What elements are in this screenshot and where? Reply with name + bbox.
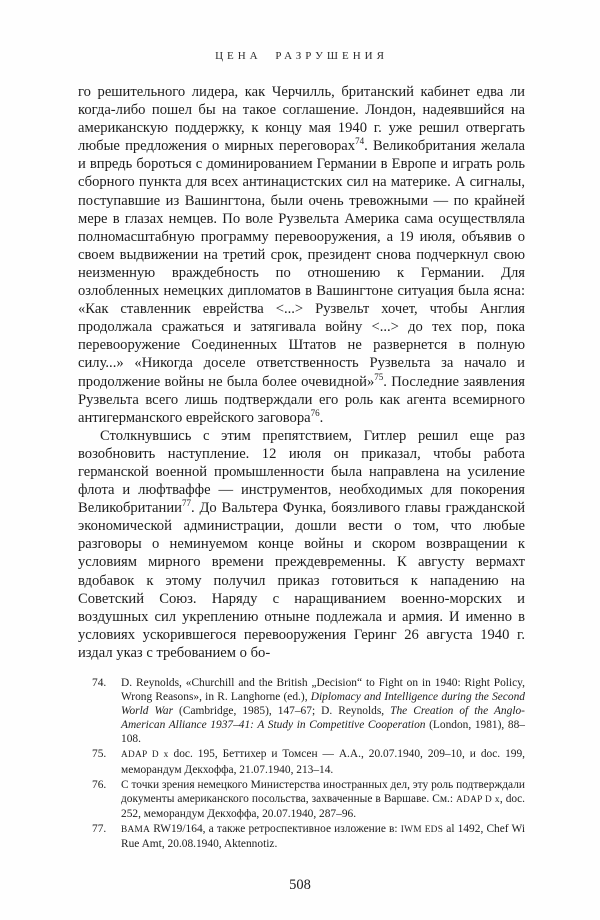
footnote-number: 74.: [92, 677, 107, 689]
body-text: [78, 83, 525, 662]
footnote-section: [78, 676, 525, 851]
page-number: 508: [289, 877, 311, 893]
footnote: [92, 747, 525, 776]
footnote-number: 75.: [92, 748, 107, 761]
footnote-number: 77.: [92, 822, 107, 835]
footnote-text: ADAP D x doc. 195, Беттихер и Томсен — А.А., 20.07.1940, 209–10, и doc. 199, меморандум Декхоффа, 21.07.1940, 213–14.: [121, 748, 526, 776]
footnote: [92, 778, 525, 821]
paragraph: Столкнувшись с этим препятствием, Гитлер решил еще раз возобновить наступление. 12 июля он приказал, чтобы работа германской военной промышленности была направлена на усиление флота и люфтваффе — инструментов, необходимых для покорения Великобритании$^{77}$. До Вальтера Функа, боязливого главы гражданской экономической администрации, дошли вести о том, что любые разговоры о неминуемом конце войны и скором возвращении к условиям мирного времени преждевременны. К августу вермахт вдобавок к этому получил приказ готовиться к нападению на Советский Союз. Наряду с наращиванием военно-морских и воздушных сил укреплению отныне подлежала и армия. И именно в условиях ускорившегося перевооружения Геринг 26 августа 1940 г. издал указ с требованием о бо-: [78, 427, 525, 661]
footnote: [92, 676, 525, 746]
footnote: [92, 822, 525, 851]
running-head: ЦЕНА РАЗРУШЕНИЯ: [215, 50, 388, 62]
footnote-text: С точки зрения немецкого Министерства иностранных дел, эту роль подтверждали документы американского посольства, захваченные в Варшаве. См.: ADAP D x, doc. 252, меморандум Декхоффа, 20.07.1940, 287–96.: [121, 778, 525, 820]
paragraph: го решительного лидера, как Черчилль, британский кабинет едва ли когда-либо пошел бы на такое соглашение. Лондон, надеявшийся на американскую поддержку, к концу мая 1940 г. уже решил отвергать любые предложения о мирных переговорах$^{74}$. Великобритания желала и впредь бороться с доминированием Германии в Европе и играть роль сборного пункта для всех антинацистских сил на материке. А сигналы, поступавшие из Вашингтона, были очень тревожными — по крайней мере в глазах немцев. По воле Рузвельта Америка сама осуществляла полномасштабную программу перевооружения, а 19 июля, объявив о своем выдвижении на третий срок, президент снова подчеркнул свою неизменную враждебность по отношению к Германии. Для озлобленных немецких дипломатов в Вашингтоне ситуация была ясна: «Как ставленник еврейства <...> Рузвельт хочет, чтобы Англия продолжала сражаться и затягивала войну <...> до тех пор, пока перевооружение Соединенных Штатов не развернется в полную силу...» «Никогда доселе ответственность Рузвельта за начало и продолжение войны не была более очевидной»$^{75}$. Последние заявления Рузвельта всего лишь подтверждали его роль как агента всемирного антигерманского еврейского заговора$^{76}$.: [78, 84, 525, 426]
footnote-text: D. Reynolds, «Churchill and the British „Decision“ to Fight on in 1940: Right Policy, Wrong Reasons», in R. Langhorne (ed.), Diplomacy and Intelligence during the Second World War (Cambridge, 1985), 147–67; D. Reynolds, The Creation of the Anglo-American Alliance 1937–41: A Study in Competitive Cooperation (London, 1981), 88–108.: [121, 677, 525, 746]
footnote-text: BAMA RW19/164, а также ретроспективное изложение в: IWM EDS al 1492, Chef Wi Rue Amt, 20.08.1940, Aktennotiz.: [121, 822, 525, 851]
footnote-number: 76.: [92, 778, 107, 791]
